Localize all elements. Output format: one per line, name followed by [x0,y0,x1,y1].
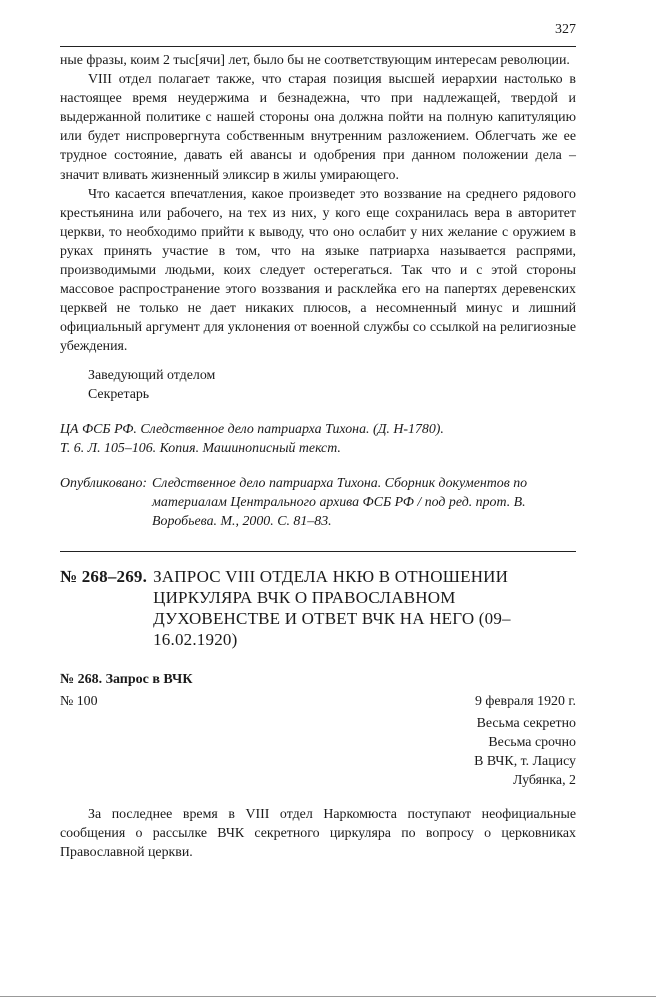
section-number: № 268–269. [60,566,148,586]
publication-note [60,474,576,531]
signature-block [60,366,576,404]
published-label: Опубликовано: [60,475,148,491]
addressee-block [60,714,576,791]
archive-line: ЦА ФСБ РФ. Следственное дело патриарха Тихона. (Д. Н-1780). [60,421,444,437]
document-number: № 100 [60,693,98,709]
section-rule [60,551,576,552]
addressee-line: Весьма секретно [476,715,576,731]
archive-line: Т. 6. Л. 105–106. Копия. Машинописный текст. [60,440,341,456]
section-title: ЗАПРОС VIII ОТДЕЛА НКЮ В ОТНОШЕНИИ ЦИРКУЛЯРА ВЧК О ПРАВОСЛАВНОМ ДУХОВЕНСТВЕ И ОТВЕТ ВЧК НА НЕГО (09–16.02.1920) [153,566,511,649]
signature-secretary: Секретарь [88,386,150,402]
addressee-line: В ВЧК, т. Лацису [474,754,576,770]
document-title: № 268. Запрос в ВЧК [60,671,193,687]
paragraph-continuation: ные фразы, коим 2 тыс[ячи] лет, было бы не соответствующим интересам революции. [60,53,570,68]
document-body: За последнее время в VIII отдел Наркомюста поступают неофициальные сообщения о рассылке ВЧК секретного циркуляра по вопросу о церковниках Православной церкви. [60,806,576,860]
addressee-line: Весьма срочно [488,734,576,750]
signature-head: Заведующий отделом [88,367,216,383]
section-heading [60,566,576,650]
published-text: Следственное дело патриарха Тихона. Сборник документов по материалам Центрального архива ФСБ РФ / под ред. прот. В. Воробьева. М., 2000. С. 81–83. [152,475,528,529]
paragraph-viii-position: VIII отдел полагает также, что старая позиция высшей иерархии настолько в настоящее время неудержима и безнадежна, что при надлежащей, твердой и выдержанной политике с нашей стороны она должна пойти на полную капитуляцию или будет ниспровергнута собственным внутренним разложением. Облегчать же ее трудное состояние, давать ей авансы и одобрения при данном положении дела – значит вливать жизненный эликсир в жилы умирающего. [60,72,576,183]
addressee-line: Лубянка, 2 [513,773,576,789]
book-page [60,20,576,862]
document-number-date [60,692,576,711]
page-number: 327 [555,22,576,37]
scan-bottom-edge [0,996,656,997]
header-rule [60,46,576,47]
paragraph-impression: Что касается впечатления, какое произведет это воззвание на среднего рядового крестьянина или рабочего, на тех из них, у кого еще сохранилась вера в авторитет церкви, то необходимо прийти к выводу, что оно ослабит у них желание с оружием в руках принять участие в том, что на языке патриарха называется распрями, производимыми людьми, коих следует остерегаться. Так что и с этой стороны массовое распространение этого воззвания и расклейка его на папертях деревенских церквей не только не дает никаких плюсов, а несомненный минус и лишний официальный аргумент для уклонения от военной службы со ссылкой на религиозные убеждения. [60,186,576,355]
archive-reference [60,420,576,458]
document-date: 9 февраля 1920 г. [474,693,576,709]
